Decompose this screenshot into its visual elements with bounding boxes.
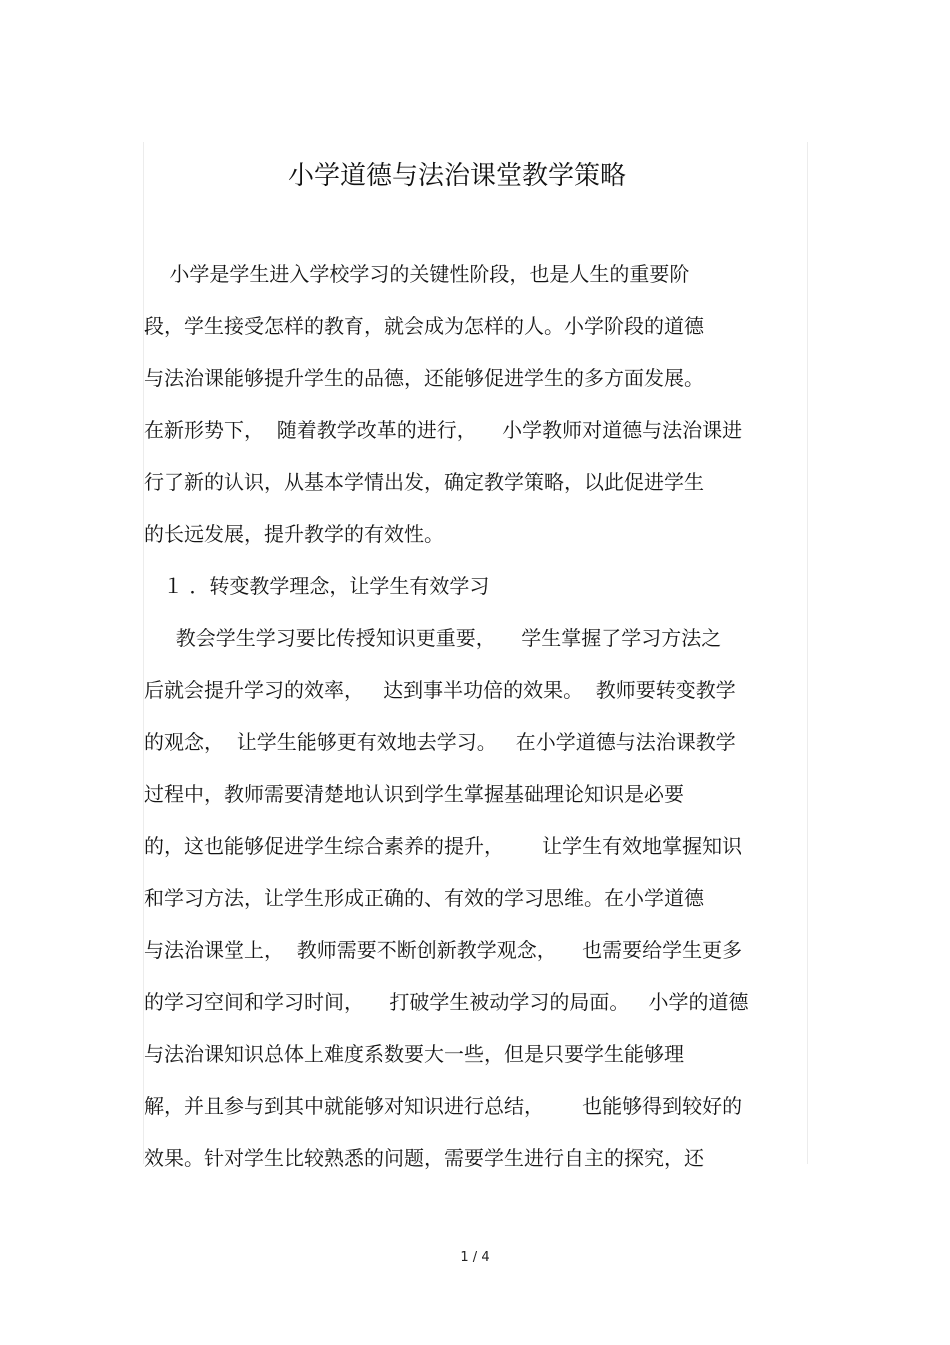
- page-number: 1 / 4: [460, 1250, 490, 1265]
- text-line: 与法治课堂上， 教师需要不断创新教学观念， 也需要给学生更多: [144, 938, 743, 962]
- document-body: [144, 248, 814, 1184]
- text-line: 与法治课能够提升学生的品德，还能够促进学生的多方面发展。: [144, 366, 704, 390]
- text-line: 教会学生学习要比传授知识更重要， 学生掌握了学习方法之: [144, 626, 722, 650]
- text-line: 的，这也能够促进学生综合素养的提升， 让学生有效地掌握知识: [144, 834, 743, 858]
- text-line: 的观念， 让学生能够更有效地去学习。 在小学道德与法治课教学: [144, 730, 736, 754]
- text-line: 和学习方法，让学生形成正确的、有效的学习思维。在小学道德: [144, 886, 704, 910]
- section-heading: １ ．转变教学理念，让学生有效学习: [144, 574, 490, 598]
- text-line: 过程中，教师需要清楚地认识到学生掌握基础理论知识是必要: [144, 782, 684, 806]
- document-title: 小学道德与法治课堂教学策略: [287, 161, 626, 191]
- text-line: 与法治课知识总体上难度系数要大一些，但是只要学生能够理: [144, 1042, 684, 1066]
- text-line: 小学是学生进入学校学习的关键性阶段，也是人生的重要阶: [144, 262, 690, 286]
- text-line: 的长远发展，提升教学的有效性。: [144, 522, 444, 546]
- text-line: 段，学生接受怎样的教育，就会成为怎样的人。小学阶段的道德: [144, 314, 704, 338]
- text-line: 在新形势下， 随着教学改革的进行， 小学教师对道德与法治课进: [144, 418, 743, 442]
- text-line: 行了新的认识，从基本学情出发，确定教学策略，以此促进学生: [144, 470, 704, 494]
- text-line: 后就会提升学习的效率， 达到事半功倍的效果。 教师要转变教学: [144, 678, 736, 702]
- text-line: 的学习空间和学习时间， 打破学生被动学习的局面。 小学的道德: [144, 990, 749, 1014]
- text-line: 解，并且参与到其中就能够对知识进行总结， 也能够得到较好的: [144, 1094, 743, 1118]
- text-line: 效果。针对学生比较熟悉的问题，需要学生进行自主的探究，还: [144, 1146, 704, 1170]
